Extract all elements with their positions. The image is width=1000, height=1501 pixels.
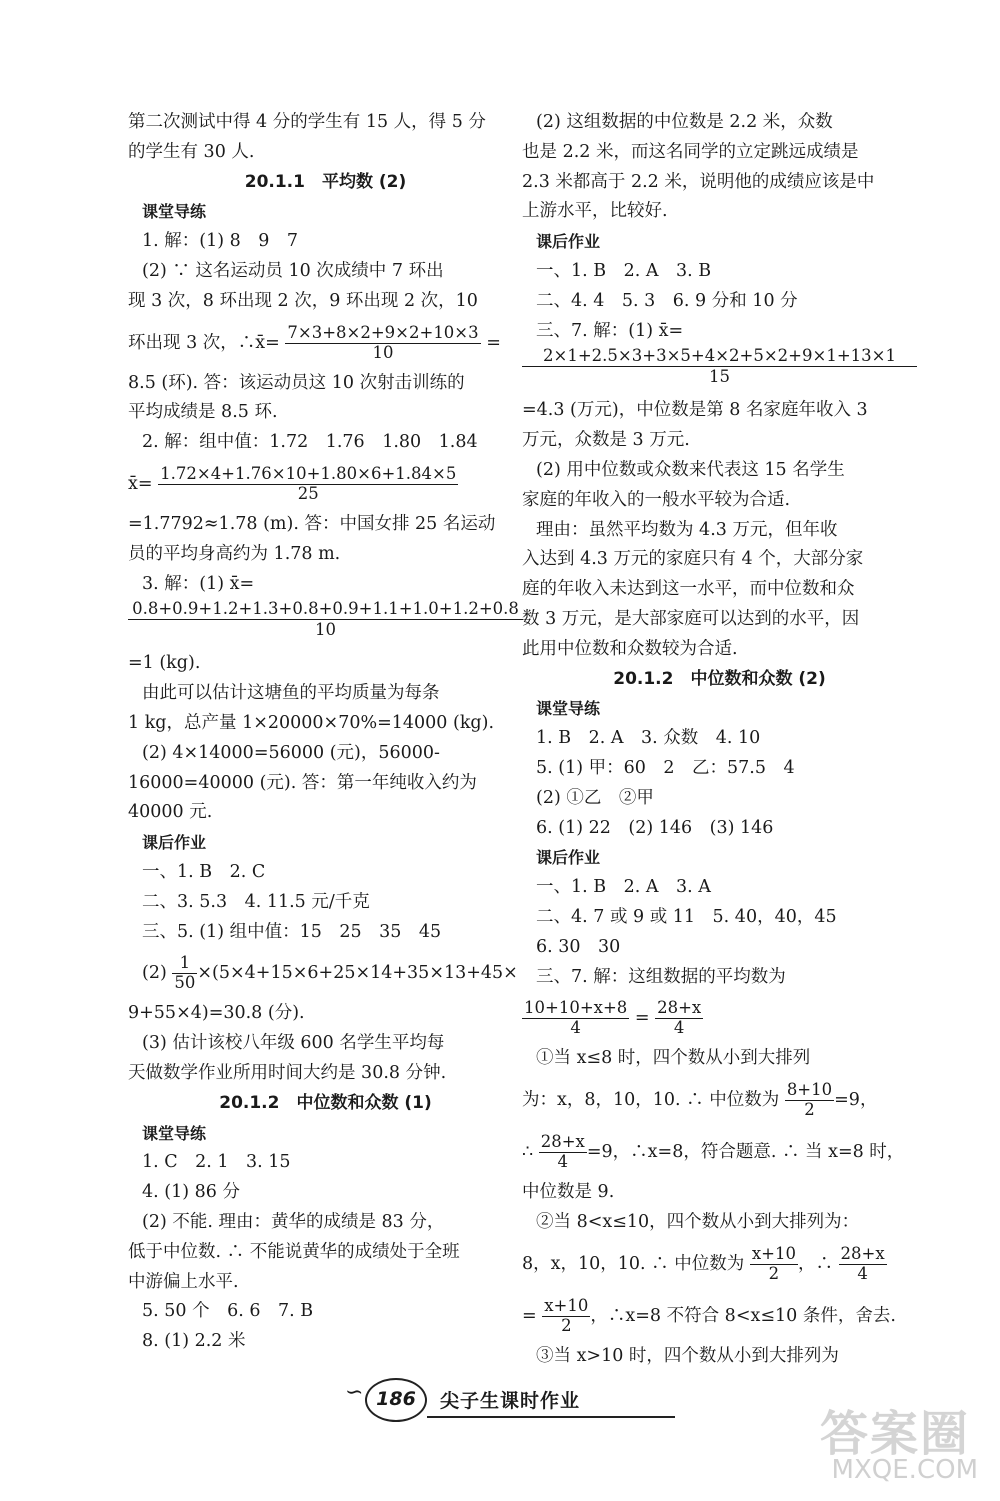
text-line: (2) 4×14000=56000 (元)，56000- xyxy=(142,742,440,763)
text-fragment: 8，x，10，10. ∴ 中位数为 xyxy=(522,1253,745,1274)
text-line: 二、3. 5.3 4. 11.5 元/千克 xyxy=(142,891,370,912)
text-line: 低于中位数. ∴ 不能说黄华的成绩处于全班 xyxy=(128,1241,460,1262)
fraction xyxy=(785,1081,834,1120)
text-line: ③当 x>10 时，四个数从小到大排列为 xyxy=(536,1345,839,1366)
denominator: 25 xyxy=(297,483,319,503)
denominator: 4 xyxy=(557,1152,569,1172)
text-line: 三、7. 解：这组数据的平均数为 xyxy=(536,966,786,987)
text-line: 中位数是 9. xyxy=(522,1182,615,1203)
text-line: 三、5. (1) 组中值：15 25 35 45 xyxy=(142,921,442,942)
text-line: 家庭的年收入的一般水平较为合适. xyxy=(522,489,791,510)
text-line: (2) 用中位数或众数来代表这 15 名学生 xyxy=(536,459,845,480)
formula-line xyxy=(128,317,523,369)
text-fragment: = xyxy=(486,332,501,353)
text-line: 三、7. 解：(1) x̄= xyxy=(536,320,684,341)
ornament-icon: ∽ xyxy=(345,1380,364,1405)
watermark-logo: 答案圈 xyxy=(819,1406,970,1462)
text-line: 庭的年收入未达到这一水平，而中位数和众 xyxy=(522,579,855,600)
text-line: 2.3 米都高于 2.2 米，说明他的成绩应该是中 xyxy=(522,171,875,192)
text-line: 1. B 2. A 3. 众数 4. 10 xyxy=(536,728,761,749)
formula-line xyxy=(522,1074,917,1126)
text-fragment: ，∴x=8 不符合 8<x≤10 条件，舍去. xyxy=(590,1305,896,1326)
text-line: =1.7792≈1.78 (m). 答：中国女排 25 名运动 xyxy=(128,513,496,534)
text-line: 此用中位数和众数较为合适. xyxy=(522,638,738,659)
text-line: =1 (kg). xyxy=(128,653,201,674)
text-line: (2) 不能. 理由：黄华的成绩是 83 分， xyxy=(142,1211,445,1232)
watermark-url: MXQE.COM xyxy=(831,1455,978,1485)
subsection-label: 课后作业 xyxy=(536,848,601,868)
text-line: 8. (1) 2.2 米 xyxy=(142,1331,246,1352)
text-line: 中游偏上水平. xyxy=(128,1271,239,1292)
formula-line xyxy=(522,1126,917,1178)
footer-rule xyxy=(427,1416,675,1418)
text-line: 1. 解：(1) 8 9 7 xyxy=(142,231,299,252)
text-line: 40000 元. xyxy=(128,802,213,823)
section-heading: 20.1.1 平均数 (2) xyxy=(244,171,407,192)
numerator: 28+x xyxy=(840,1243,885,1263)
fraction xyxy=(750,1245,798,1284)
subsection-label: 课堂导练 xyxy=(142,1123,207,1143)
left-column xyxy=(128,108,523,1357)
formula-line xyxy=(128,947,523,999)
text-line: 一、1. B 2. A 3. A xyxy=(536,877,711,898)
text-line: 8.5 (环). 答：该运动员这 10 次射击训练的 xyxy=(128,372,465,393)
numerator: 1.72×4+1.76×10+1.80×6+1.84×5 xyxy=(160,464,457,483)
numerator: 2×1+2.5×3+3×5+4×2+5×2+9×1+13×1 xyxy=(522,346,917,367)
text-line: 数 3 万元，是大部家庭可以达到的水平，因 xyxy=(522,608,860,629)
fraction xyxy=(522,346,917,396)
subsection-label: 课后作业 xyxy=(536,232,601,252)
text-line: (2) ∵ 这名运动员 10 次成绩中 7 环出 xyxy=(142,260,444,281)
text-line: 入达到 4.3 万元的家庭只有 4 个，大部分家 xyxy=(522,549,864,570)
text-fragment: 为：x，8，10，10. ∴ 中位数为 xyxy=(522,1090,780,1111)
text-line: 的学生有 30 人. xyxy=(128,141,255,162)
numerator: 8+10 xyxy=(786,1080,833,1100)
text-line: 6. 30 30 xyxy=(536,936,621,957)
text-fragment: x̄= xyxy=(128,473,153,494)
text-line: 员的平均身高约为 1.78 m. xyxy=(128,543,341,564)
text-line: (2) 这组数据的中位数是 2.2 米，众数 xyxy=(536,112,833,132)
fraction xyxy=(285,324,480,363)
text-line: 1. C 2. 1 3. 15 xyxy=(142,1152,291,1173)
text-line: 5. (1) 甲：60 2 乙：57.5 4 xyxy=(536,757,795,778)
numerator: 10+10+x+8 xyxy=(524,998,628,1018)
denominator: 2 xyxy=(561,1315,572,1335)
numerator: 28+x xyxy=(657,998,702,1018)
text-line: ②当 8<x≤10，四个数从小到大排列为： xyxy=(536,1211,860,1232)
text-line: 第二次测试中得 4 分的学生有 15 人，得 5 分 xyxy=(128,112,486,132)
text-line: 上游水平，比较好. xyxy=(522,201,668,222)
numerator: x+10 xyxy=(544,1295,589,1315)
text-line: 二、4. 4 5. 3 6. 9 分和 10 分 xyxy=(536,290,798,311)
text-line: 9+55×4)=30.8 (分). xyxy=(128,1003,305,1024)
text-line: 16000=40000 (元). 答：第一年纯收入约为 xyxy=(128,772,477,793)
text-line: (3) 估计该校八年级 600 名学生平均每 xyxy=(142,1033,445,1054)
text-line: 天做数学作业所用时间大约是 30.8 分钟. xyxy=(128,1062,447,1083)
denominator: 50 xyxy=(174,973,196,993)
denominator: 2 xyxy=(804,1100,815,1120)
fraction xyxy=(128,599,523,649)
fraction xyxy=(542,1297,590,1336)
denominator: 10 xyxy=(372,342,394,362)
fraction xyxy=(539,1133,587,1172)
text-line: 一、1. B 2. A 3. B xyxy=(536,260,712,281)
text-line: 一、1. B 2. C xyxy=(142,861,266,882)
numerator: 28+x xyxy=(540,1132,585,1152)
page-number: 186 xyxy=(365,1378,427,1422)
text-line: =4.3 (万元)，中位数是第 8 名家庭年收入 3 xyxy=(522,400,868,421)
text-line: 5. 50 个 6. 6 7. B xyxy=(142,1301,314,1322)
text-line: 二、4. 7 或 9 或 11 5. 40，40，45 xyxy=(536,906,837,927)
text-line: 理由：虽然平均数为 4.3 万元，但年收 xyxy=(536,519,838,540)
text-line: ①当 x≤8 时，四个数从小到大排列 xyxy=(536,1048,811,1069)
text-line: (2) ①乙 ②甲 xyxy=(536,787,654,808)
text-fragment: 环出现 3 次，∴x̄= xyxy=(128,332,280,353)
denominator: 2 xyxy=(768,1263,780,1283)
text-line: 由此可以估计这塘鱼的平均质量为每条 xyxy=(142,683,440,704)
text-fragment: (2) xyxy=(142,963,167,984)
denominator: 4 xyxy=(570,1018,581,1038)
text-line: 3. 解：(1) x̄= xyxy=(142,573,255,594)
text-fragment: = xyxy=(634,1008,650,1029)
text-line: 4. (1) 86 分 xyxy=(142,1182,240,1203)
formula-line xyxy=(522,992,917,1044)
fraction xyxy=(655,999,703,1038)
text-line: 万元，众数是 3 万元. xyxy=(522,430,690,451)
text-fragment: =9， xyxy=(834,1090,878,1111)
fraction xyxy=(522,999,629,1038)
text-fragment: ×(5×4+15×6+25×14+35×13+45× xyxy=(197,963,518,984)
subsection-label: 课堂导练 xyxy=(142,202,207,222)
text-line: 6. (1) 22 (2) 146 (3) 146 xyxy=(536,817,774,838)
numerator: 0.8+0.9+1.2+1.3+0.8+0.9+1.1+1.0+1.2+0.8 xyxy=(128,599,523,620)
formula-line xyxy=(128,458,523,510)
footer-title: 尖子生课时作业 xyxy=(440,1390,581,1412)
denominator: 10 xyxy=(315,620,336,640)
fraction xyxy=(839,1245,887,1284)
section-heading: 20.1.2 中位数和众数 (1) xyxy=(219,1092,432,1113)
text-line: 2. 解：组中值：1.72 1.76 1.80 1.84 xyxy=(142,432,478,453)
text-fragment: ，∴ xyxy=(797,1253,833,1274)
numerator: 1 xyxy=(172,954,197,974)
numerator: x+10 xyxy=(751,1243,796,1263)
fraction xyxy=(172,954,197,993)
section-heading: 20.1.2 中位数和众数 (2) xyxy=(613,668,826,689)
text-line: 现 3 次，8 环出现 2 次，9 环出现 2 次，10 xyxy=(128,290,478,311)
formula-line xyxy=(522,1290,917,1342)
page-footer xyxy=(345,1372,675,1424)
numerator: 7×3+8×2+9×2+10×3 xyxy=(287,322,479,342)
text-fragment: ∴ xyxy=(522,1142,534,1163)
text-fragment: =9，∴x=8，符合题意. ∴ 当 x=8 时， xyxy=(586,1142,905,1163)
text-line: 平均成绩是 8.5 环. xyxy=(128,402,278,423)
right-column xyxy=(522,108,917,1372)
fraction xyxy=(158,465,458,504)
text-line: 1 kg，总产量 1×20000×70%=14000 (kg). xyxy=(128,712,495,733)
denominator: 4 xyxy=(857,1263,868,1283)
text-line: 也是 2.2 米，而这名同学的立定跳远成绩是 xyxy=(522,141,859,162)
text-fragment: = xyxy=(522,1305,537,1326)
subsection-label: 课堂导练 xyxy=(536,699,601,719)
denominator: 4 xyxy=(673,1018,685,1038)
subsection-label: 课后作业 xyxy=(142,833,207,853)
denominator: 15 xyxy=(709,367,730,387)
formula-line xyxy=(522,1238,917,1290)
